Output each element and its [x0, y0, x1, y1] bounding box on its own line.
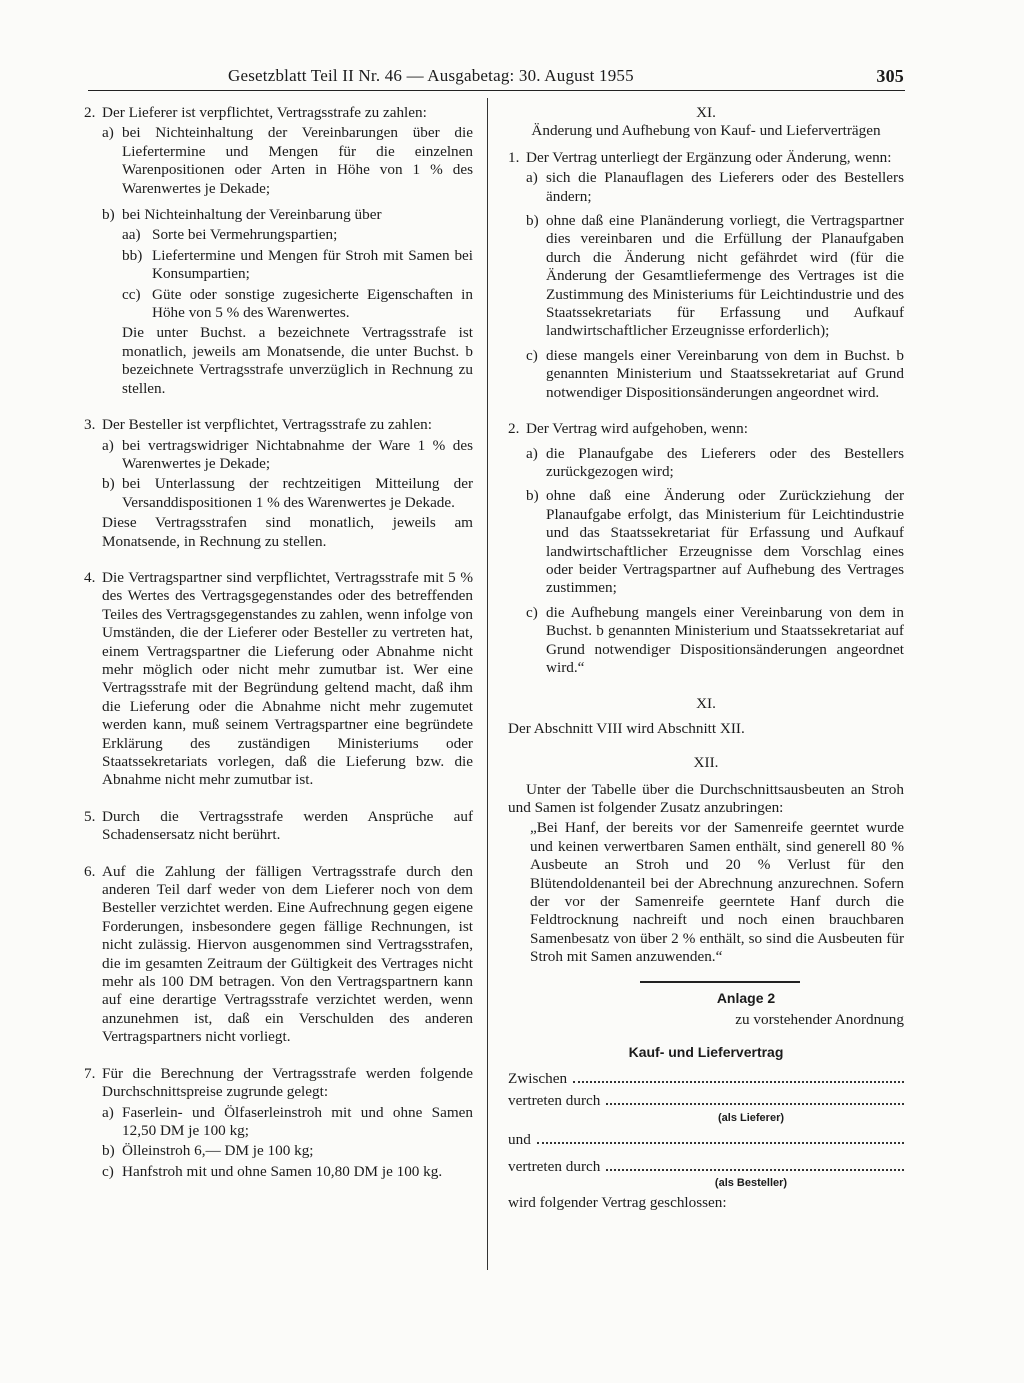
section-2 [84, 104, 473, 398]
sub-text: sich die Planauflagen des Lieferers oder des Bestellers ändern; [546, 169, 904, 205]
item-text: Der Besteller ist verpflichtet, Vertragsstrafe zu zahlen: [102, 416, 432, 434]
subsub-item [122, 286, 473, 323]
dotted-fill-line [606, 1159, 904, 1171]
subsub-number: aa) [122, 226, 141, 244]
page-number: 305 [876, 66, 904, 86]
sub-text: Hanfstroh mit und ohne Samen 10,80 DM je 100 kg. [122, 1162, 443, 1180]
section-text: Der Abschnitt VIII wird Abschnitt XII. [508, 719, 745, 737]
sub-item [526, 604, 904, 678]
sub-text: ohne daß eine Änderung oder Zurückziehung der Planaufgabe erfolgt, das Ministerium für Leichtindustrie und das Staatssekretariat für Erfassung und Aufkauf landwirtschaftlicher Erzeugnisse dem Vorschlag eines oder beider Vertragspartner auf Aufhebung des Vertrages zustimmen; [546, 487, 904, 597]
subsub-item [122, 226, 473, 244]
form-caption: (als Besteller) [714, 1176, 788, 1189]
sub-text: bei Nichteinhaltung der Vereinbarung über [122, 206, 382, 224]
section-7 [84, 1065, 473, 1181]
dotted-fill-line [537, 1132, 904, 1144]
sub-item [102, 1142, 473, 1160]
form-closing: wird folgender Vertrag geschlossen: [508, 1194, 727, 1212]
sub-number: c) [526, 346, 538, 364]
sub-item [526, 347, 904, 402]
subsub-number: bb) [122, 246, 143, 264]
sub-number: b) [102, 206, 115, 224]
item-text: Für die Berechnung der Vertragsstrafe werden folgende Durchschnittspreise zugrunde gelegt: [102, 1064, 473, 1101]
subsub-number: cc) [122, 285, 141, 303]
item-text: Der Vertrag wird aufgehoben, wenn: [526, 420, 748, 438]
item-text: Der Vertrag unterliegt der Ergänzung oder Änderung, wenn: [526, 148, 892, 166]
item-text: Der Lieferer ist verpflichtet, Vertragsstrafe zu zahlen: [102, 104, 427, 121]
sub-text: bei Nichteinhaltung der Vereinbarungen über die Liefertermine und Mengen für die einzelnen Warenpositionen oder Arten in Höhe von 1 % des Warenwertes je Dekade; [122, 124, 473, 197]
sub-item [526, 212, 904, 341]
sub-number: b) [526, 212, 539, 230]
subsub-text: Güte oder sonstige zugesicherte Eigenschaften in Höhe von 5 % des Warenwertes. [152, 285, 473, 322]
right-item-2 [508, 420, 904, 677]
form-caption: (als Lieferer) [717, 1111, 785, 1124]
right-item-1 [508, 149, 904, 402]
annex-subtitle: zu vorstehender Anordnung [735, 1011, 904, 1029]
item-number: 3. [84, 416, 96, 434]
form-label: vertreten durch [508, 1092, 601, 1110]
dotted-fill-line [573, 1071, 904, 1083]
section-3 [84, 416, 473, 551]
sub-number: a) [526, 169, 538, 187]
left-column [84, 104, 473, 1199]
sub-text: bei vertragswidriger Nichtabnahme der Ware 1 % des Warenwertes je Dekade; [122, 436, 473, 472]
page-header [228, 66, 904, 86]
sub-text: die Planaufgabe des Lieferers oder des Bestellers zurückgezogen wird; [546, 444, 904, 480]
item-number: 7. [84, 1064, 96, 1082]
sub-text: Faserlein- und Ölfaserleinstroh mit und ohne Samen 12,50 DM je 100 kg; [122, 1103, 473, 1139]
sub-number: c) [102, 1162, 114, 1180]
item-text: Die Vertragspartner sind verpflichtet, Vertragsstrafe mit 5 % des Wertes des Vertragsgegenstandes oder des betreffenden Teiles des Vertragsgegenstandes zu zahlen, wenn infolge von Umständen, die der Lieferer oder Besteller zu vertreten hat, einem Vertragspartner die Lieferung oder Abnahme nicht mehr möglich oder nicht mehr zumutbar ist. Wer eine Vertragsstrafe mit der Begründung geltend macht, daß ihm die Lieferung oder die Abnahme nicht mehr zugemutet werden kann, muß seinem Vertragspartner eine begründete Erklärung des zuständigen Ministeriums oder Staatssekretariats vorlegen, daß die Lieferung bzw. die Abnahme nicht mehr zumutbar ist. [102, 568, 473, 789]
sub-item [102, 437, 473, 474]
sub-item [526, 169, 904, 206]
sub-number: b) [526, 487, 539, 505]
sub-item [102, 475, 473, 512]
section-title: Änderung und Aufhebung von Kauf- und Lieferverträgen [531, 122, 881, 140]
sub-number: b) [102, 475, 115, 493]
subsub-item [122, 247, 473, 284]
item-number: 4. [84, 568, 96, 586]
item-text: Durch die Vertragsstrafe werden Ansprüche auf Schadensersatz nicht berührt. [102, 807, 473, 844]
contract-title: Kauf- und Liefervertrag [628, 1044, 784, 1061]
dotted-fill-line [606, 1093, 904, 1105]
item-number: 2. [84, 104, 96, 121]
form-line-zwischen [508, 1070, 904, 1088]
sub-item [102, 1163, 473, 1181]
section-heading: XI. [696, 104, 716, 121]
sub-item [526, 487, 904, 597]
item-number: 6. [84, 862, 96, 880]
item-text: Auf die Zahlung der fälligen Vertragsstrafe durch den anderen Teil darf weder von dem Lieferer noch von dem Besteller verzichtet werden. Eine Aufrechnung gegen eigene Forderungen, insbesondere gegen fällige Rechnungen, ist nicht zulässig. Hiervon ausgenommen sind Vertragsstrafen, die im gesamten Zeitraum der Gültigkeit des Vertrages nicht mehr als 100 DM betragen. Von den Vertragspartnern kann auf eine derartige Vertragsstrafe verzichtet werden, wenn anzunehmen ist, daß ein Verschulden des anderen Vertragspartners nicht vorliegt. [102, 862, 473, 1046]
item-number: 2. [508, 420, 520, 438]
sub-number: c) [526, 603, 538, 621]
sub-text: die Aufhebung mangels einer Vereinbarung von dem in Buchst. b genannten Ministerium und Staatssekretariat auf Grund notwendiger Dispositionsänderungen angeordnet wird.“ [546, 603, 904, 676]
annex-heading: Anlage 2 [716, 989, 776, 1006]
right-column [488, 104, 904, 1213]
sub-item [102, 206, 473, 398]
sub-text: diese mangels einer Vereinbarung von dem in Buchst. b genannten Ministerium und Staatssekretariat auf Grund notwendiger Dispositionsänderungen angeordnet wird. [546, 346, 904, 401]
quoted-addition: „Bei Hanf, der bereits vor der Samenreife geerntet wurde und keinen verwertbaren Samen enthält, sind generell 80 % Ausbeute an Stroh und 20 % Verlust für den Blütendoldenanteil bei der Abrechnung anzurechnen. Sofern der vor der Samenreife geerntete Hanf durch die Feldtrocknung nachreift und noch einen brauchbaren Samenbesatz von über 2 % enthält, so sind die Ausbeuten für Stroh mit Samen anzuwenden.“ [530, 819, 904, 966]
form-label: und [508, 1131, 531, 1149]
header-rule [88, 90, 905, 91]
section-text: Unter der Tabelle über die Durchschnittsausbeuten an Stroh und Samen ist folgender Zusatz anzubringen: [508, 780, 904, 816]
section-6 [84, 863, 473, 1047]
header-title: Gesetzblatt Teil II Nr. 46 — Ausgabetag: 30. August 1955 [228, 66, 634, 85]
section-heading: XI. [696, 695, 716, 713]
sub-number: a) [102, 124, 114, 142]
section-heading: XII. [693, 754, 719, 772]
form-line-und [508, 1131, 904, 1149]
form-label: vertreten durch [508, 1157, 601, 1175]
subsub-text: Liefertermine und Mengen für Stroh mit Samen bei Konsumpartien; [152, 246, 473, 283]
sub-item [526, 445, 904, 482]
item-number: 1. [508, 148, 520, 166]
sub-text: Ölleinstroh 6,— DM je 100 kg; [122, 1142, 314, 1160]
item-note: Die unter Buchst. a bezeichnete Vertragsstrafe ist monatlich, jeweils am Monatsende, die unter Buchst. b bezeichnete Vertragsstrafe unverzüglich in Rechnung zu stellen. [122, 324, 473, 397]
item-number: 5. [84, 807, 96, 825]
sub-number: a) [526, 444, 538, 462]
form-label: Zwischen [508, 1069, 568, 1087]
sub-text: bei Unterlassung der rechtzeitigen Mitteilung der Versanddispositionen 1 % des Warenwertes je Dekade. [122, 475, 473, 511]
section-5 [84, 808, 473, 845]
sub-number: b) [102, 1142, 115, 1160]
sub-item [102, 124, 473, 198]
sub-number: a) [102, 1103, 114, 1121]
sub-item [102, 1104, 473, 1141]
subsub-text: Sorte bei Vermehrungspartien; [152, 226, 338, 244]
section-4 [84, 569, 473, 790]
sub-text: ohne daß eine Planänderung vorliegt, die Vertragspartner dies vereinbaren und die Erfüllung der Planaufgaben durch die Änderung nicht gefährdet wird (für die Änderung der Gesamtliefermenge des Vertrages ist die Zustimmung des Ministeriums für Leichtindustrie und des Staatssekretariats für Erfassung und Aufkauf landwirtschaftlicher Erzeugnisse erforderlich); [546, 212, 904, 340]
item-note: Diese Vertragsstrafen sind monatlich, jeweils am Monatsende, in Rechnung zu stellen. [102, 514, 473, 550]
sub-number: a) [102, 436, 114, 454]
section-rule [640, 981, 800, 983]
